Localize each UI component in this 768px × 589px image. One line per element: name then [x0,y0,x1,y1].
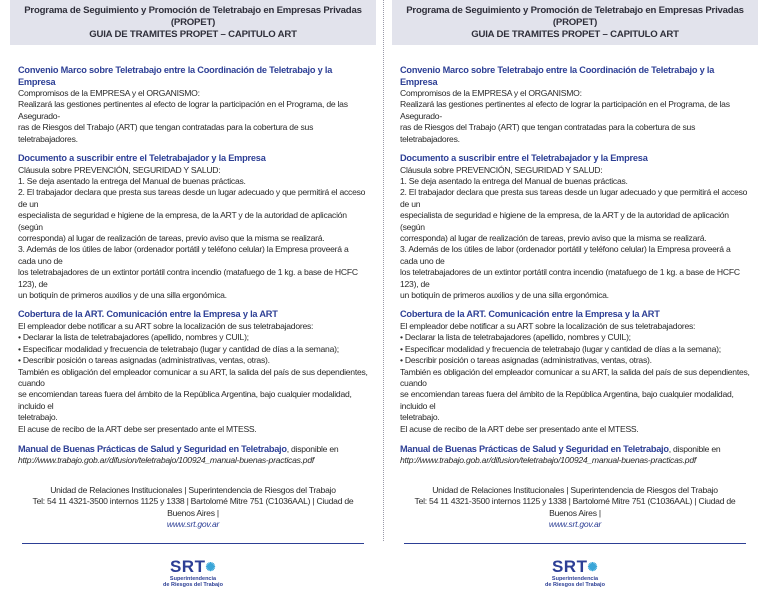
section-documento [400,153,750,301]
manual-reference [400,444,750,467]
text-line: los teletrabajadores de un extintor portátil contra incendio (matafuego de 1 kg. a base de HCFC 123), de [18,267,358,289]
footer-unit: Unidad de Relaciones Institucionales | Superintendencia de Riesgos del Trabajo [432,484,718,495]
header-title: Programa de Seguimiento y Promoción de Teletrabajo en Empresas Privadas (PROPET) [406,4,744,28]
text-line: También es obligación del empleador comunicar a su ART, la salida del país de sus dependientes, cuando [400,366,750,388]
manual-title: Manual de Buenas Prácticas de Salud y Seguridad en Teletrabajo [18,443,287,454]
logo-subtitle-1: Superintendencia [169,575,217,582]
page-header [392,0,758,45]
footer-website: www.srt.gov.ar [166,519,220,530]
text-line: se encomiendan tareas fuera del ámbito de la República Argentina, bajo cualquier modalidad, incluido el [400,389,734,411]
manual-reference [18,444,368,467]
text-line: • Especificar modalidad y frecuencia de teletrabajo (lugar y cantidad de días a la semana); [18,343,339,354]
text-line: teletrabajo. [400,412,440,423]
section-convenio [18,65,368,145]
text-line: especialista de seguridad e higiene de la empresa, de la ART y de la autoridad de aplicación (según [18,210,347,232]
text-line: También es obligación del empleador comunicar a su ART, la salida del país de sus dependientes, cuando [18,366,368,388]
text-line: los teletrabajadores de un extintor portátil contra incendio (matafuego de 1 kg. a base de HCFC 123), de [400,267,740,289]
text-line: Compromisos de la EMPRESA y el ORGANISMO: [18,88,200,98]
contact-footer [400,485,750,531]
logo-subtitle-2: de Riesgos del Trabajo [545,582,605,589]
manual-suffix: , disponible en [668,443,721,454]
section-title: Cobertura de la ART. Comunicación entre la Empresa y la ART [18,309,278,320]
text-line: corresponda) al lugar de realización de tareas, previo aviso que la misma se realizará. [18,232,325,243]
divider [22,543,364,544]
text-line: Cláusula sobre PREVENCIÓN, SEGURIDAD Y SALUD: [18,164,221,175]
text-line: 2. El trabajador declara que presta sus tareas desde un lugar adecuado y que permitirá el acceso de un [18,187,366,209]
text-line: El acuse de recibo de la ART debe ser presentado ante el MTESS. [400,423,639,434]
text-line: Cláusula sobre PREVENCIÓN, SEGURIDAD Y SALUD: [400,164,603,175]
footer-phone-address: Tel: 54 11 4321-3500 internos 1125 y 1338 | Bartolomé Mitre 751 (C1036AAL) | Ciudad de Buenos Aires | [32,496,354,518]
section-documento [18,153,368,301]
manual-suffix: , disponible en [286,443,339,454]
text-line: 3. Además de los útiles de labor (ordenador portátil y teléfono celular) la Empresa proveerá a cada uno de [18,244,349,266]
srt-logo [18,558,368,589]
text-line: 3. Además de los útiles de labor (ordenador portátil y teléfono celular) la Empresa proveerá a cada uno de [400,244,731,266]
text-line: 1. Se deja asentado la entrega del Manual de buenas prácticas. [400,175,628,186]
sun-icon: ✺ [587,559,599,574]
text-line: ras de Riesgos del Trabajo (ART) que tengan contratadas para la cobertura de sus teletrabajadores. [18,122,314,144]
section-title: Convenio Marco sobre Teletrabajo entre la Coordinación de Teletrabajo y la Empresa [18,65,333,87]
panel-right [392,0,758,589]
footer-unit: Unidad de Relaciones Institucionales | Superintendencia de Riesgos del Trabajo [50,484,336,495]
page-content [10,45,376,589]
footer-website: www.srt.gov.ar [548,519,602,530]
text-line: especialista de seguridad e higiene de la empresa, de la ART y de la autoridad de aplicación (según [400,210,729,232]
header-subtitle: GUIA DE TRAMITES PROPET – CAPITULO ART [471,28,679,40]
text-line: corresponda) al lugar de realización de tareas, previo aviso que la misma se realizará. [400,232,707,243]
section-cobertura [18,309,368,435]
page-content [392,45,758,589]
text-line: teletrabajo. [18,412,58,423]
text-line: ras de Riesgos del Trabajo (ART) que tengan contratadas para la cobertura de sus teletrabajadores. [400,122,696,144]
contact-footer [18,485,368,531]
srt-logo [400,558,750,589]
manual-url: http://www.trabajo.gob.ar/difusion/teletrabajo/100924_manual-buenas-practicas.pdf [400,455,697,466]
section-cobertura [400,309,750,435]
section-convenio [400,65,750,145]
text-line: 2. El trabajador declara que presta sus tareas desde un lugar adecuado y que permitirá el acceso de un [400,187,748,209]
sun-icon: ✺ [205,559,217,574]
text-line: un botiquín de primeros auxilios y de una silla ergonómica. [400,290,609,300]
section-title: Cobertura de la ART. Comunicación entre la Empresa y la ART [400,309,660,320]
logo-mark: SRT [169,556,206,576]
footer-phone-address: Tel: 54 11 4321-3500 internos 1125 y 1338 | Bartolomé Mitre 751 (C1036AAL) | Ciudad de Buenos Aires | [414,496,736,518]
logo-subtitle-2: de Riesgos del Trabajo [163,582,223,589]
text-line: El acuse de recibo de la ART debe ser presentado ante el MTESS. [18,423,257,434]
text-line: Realizará las gestiones pertinentes al efecto de lograr la participación en el Programa, de las Asegurado- [18,99,348,121]
logo-mark: SRT [551,556,588,576]
divider [404,543,746,544]
header-title: Programa de Seguimiento y Promoción de Teletrabajo en Empresas Privadas (PROPET) [24,4,362,28]
text-line: • Describir posición o tareas asignadas (administrativas, ventas, otras). [400,355,652,366]
text-line: • Declarar la lista de teletrabajadores (apellido, nombres y CUIL); [400,332,631,343]
section-title: Documento a suscribir entre el Teletrabajador y la Empresa [400,153,648,164]
text-line: El empleador debe notificar a su ART sobre la localización de sus teletrabajadores: [400,320,696,331]
text-line: Realizará las gestiones pertinentes al efecto de lograr la participación en el Programa, de las Asegurado- [400,99,730,121]
text-line: Compromisos de la EMPRESA y el ORGANISMO: [400,88,582,98]
header-subtitle: GUIA DE TRAMITES PROPET – CAPITULO ART [89,28,297,40]
manual-title: Manual de Buenas Prácticas de Salud y Seguridad en Teletrabajo [400,443,669,454]
manual-url: http://www.trabajo.gob.ar/difusion/teletrabajo/100924_manual-buenas-practicas.pdf [18,455,315,466]
logo-subtitle-1: Superintendencia [551,575,599,582]
text-line: • Declarar la lista de teletrabajadores (apellido, nombres y CUIL); [18,332,249,343]
text-line: un botiquín de primeros auxilios y de una silla ergonómica. [18,290,227,300]
text-line: • Especificar modalidad y frecuencia de teletrabajo (lugar y cantidad de días a la semana); [400,343,721,354]
text-line: se encomiendan tareas fuera del ámbito de la República Argentina, bajo cualquier modalidad, incluido el [18,389,352,411]
text-line: • Describir posición o tareas asignadas (administrativas, ventas, otras). [18,355,270,366]
text-line: El empleador debe notificar a su ART sobre la localización de sus teletrabajadores: [18,320,314,331]
text-line: 1. Se deja asentado la entrega del Manual de buenas prácticas. [18,175,246,186]
panel-left [10,0,376,589]
fold-cut-line [383,0,384,541]
section-title: Documento a suscribir entre el Teletrabajador y la Empresa [18,153,266,164]
section-title: Convenio Marco sobre Teletrabajo entre la Coordinación de Teletrabajo y la Empresa [400,65,715,87]
page-header [10,0,376,45]
